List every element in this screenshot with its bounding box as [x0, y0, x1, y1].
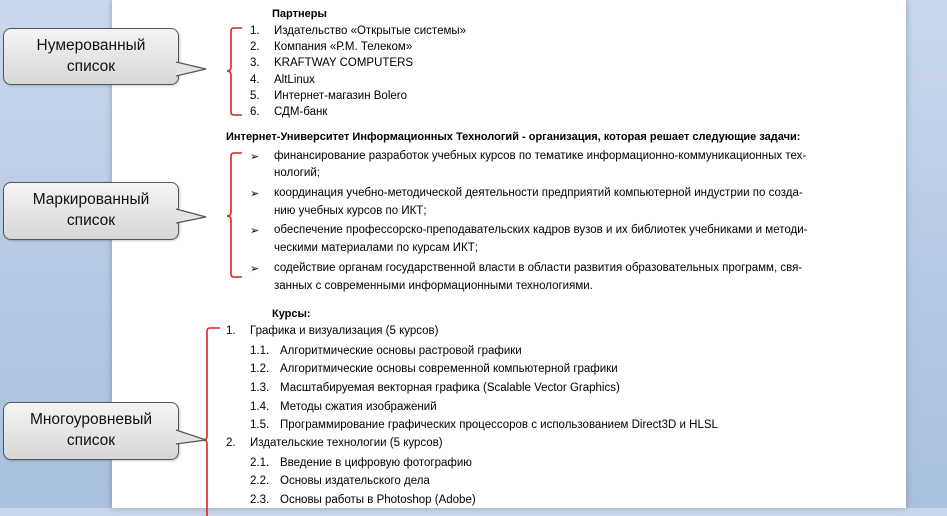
item-text: СДМ-банк: [274, 106, 328, 118]
bullet-marker: ➢: [250, 225, 260, 237]
item-text-line: занных с современными информационными технологиями.: [274, 280, 593, 292]
item-number: 1.1.: [250, 345, 270, 357]
item-text: Основы работы в Photoshop (Adobe): [280, 494, 476, 506]
multilevel-list-brace: [202, 326, 232, 516]
item-number: 6.: [250, 106, 260, 118]
item-text: Алгоритмические основы растровой графики: [280, 345, 522, 357]
item-text: KRAFTWAY COMPUTERS: [274, 57, 414, 69]
item-number: 3.: [250, 57, 260, 69]
callout-pointer: [176, 203, 216, 233]
courses-heading: Курсы:: [272, 308, 311, 320]
callout-pointer: [176, 56, 216, 86]
callout-line: список: [66, 212, 116, 229]
item-number: 2.1.: [250, 457, 270, 469]
item-number: 2.: [250, 41, 260, 53]
item-text: AltLinux: [274, 74, 315, 86]
item-text-line: координация учебно-методической деятельности предприятий компьютерной индустрии по созда-: [274, 187, 803, 199]
partners-heading: Партнеры: [272, 8, 327, 20]
item-text-line: обеспечение профессорско-преподавательских кадров вузов и их библиотек учебниками и методи-: [274, 224, 808, 236]
mission-heading: Интернет-Университет Информационных Технологий - организация, которая решает следующие задачи:: [226, 131, 801, 143]
item-text: Методы сжатия изображений: [280, 401, 437, 413]
item-number: 1.4.: [250, 401, 270, 413]
bullet-marker: ➢: [250, 263, 260, 275]
item-text: Алгоритмические основы современной компьютерной графики: [280, 363, 618, 375]
bullet-marker: ➢: [250, 151, 260, 163]
item-text: Введение в цифровую фотографию: [280, 457, 472, 469]
item-text: Издательство «Открытые системы»: [274, 25, 467, 37]
item-text: Основы издательского дела: [280, 475, 430, 487]
item-number: 5.: [250, 90, 260, 102]
callout-line: Многоуровневый: [29, 411, 153, 428]
list-item: [112, 74, 812, 90]
item-number: 1.: [250, 25, 260, 37]
item-text: Интернет-магазин Bolero: [274, 90, 408, 102]
multilevel-list-callout: [3, 402, 179, 460]
numbered-list-brace: [226, 26, 256, 126]
item-text: Программирование графических процессоров с использованием Direct3D и HLSL: [280, 419, 718, 431]
list-item: [112, 41, 812, 57]
item-text: Компания «Р.М. Телеком»: [274, 41, 413, 53]
item-number: 1.2.: [250, 363, 270, 375]
item-number: 2.3.: [250, 494, 270, 506]
callout-line: Нумерованный: [36, 37, 146, 54]
list-item: [112, 106, 812, 122]
numbered-list-callout: [3, 28, 179, 85]
callout-line: список: [66, 58, 116, 75]
item-number: 2.: [226, 437, 236, 449]
item-number: 1.: [226, 325, 236, 337]
item-number: 1.3.: [250, 382, 270, 394]
item-text-line: ческими материалами по курсам ИКТ;: [274, 242, 478, 254]
item-number: 2.2.: [250, 475, 270, 487]
item-text: Масштабируемая векторная графика (Scalable Vector Graphics): [280, 382, 620, 394]
item-text-line: нию учебных курсов по ИКТ;: [274, 205, 427, 217]
callout-pointer: [176, 424, 216, 454]
bulleted-list-brace: [226, 151, 256, 291]
bullet-marker: ➢: [250, 188, 260, 200]
list-item: [112, 25, 812, 41]
bulleted-list-callout: [3, 182, 179, 240]
item-number: 1.5.: [250, 419, 270, 431]
item-text: Графика и визуализация (5 курсов): [250, 325, 439, 337]
item-text: Издательские технологии (5 курсов): [250, 437, 443, 449]
list-item: [112, 57, 812, 73]
item-text-line: нологий;: [274, 167, 320, 179]
item-text-line: содействие органам государственной власти в области развития образовательных программ, свя-: [274, 262, 803, 274]
item-text-line: финансирование разработок учебных курсов по тематике информационно-коммуникационных тех-: [274, 150, 807, 162]
callout-line: список: [66, 432, 116, 449]
callout-line: Маркированный: [32, 191, 150, 208]
list-item: [112, 90, 812, 106]
item-number: 4.: [250, 74, 260, 86]
